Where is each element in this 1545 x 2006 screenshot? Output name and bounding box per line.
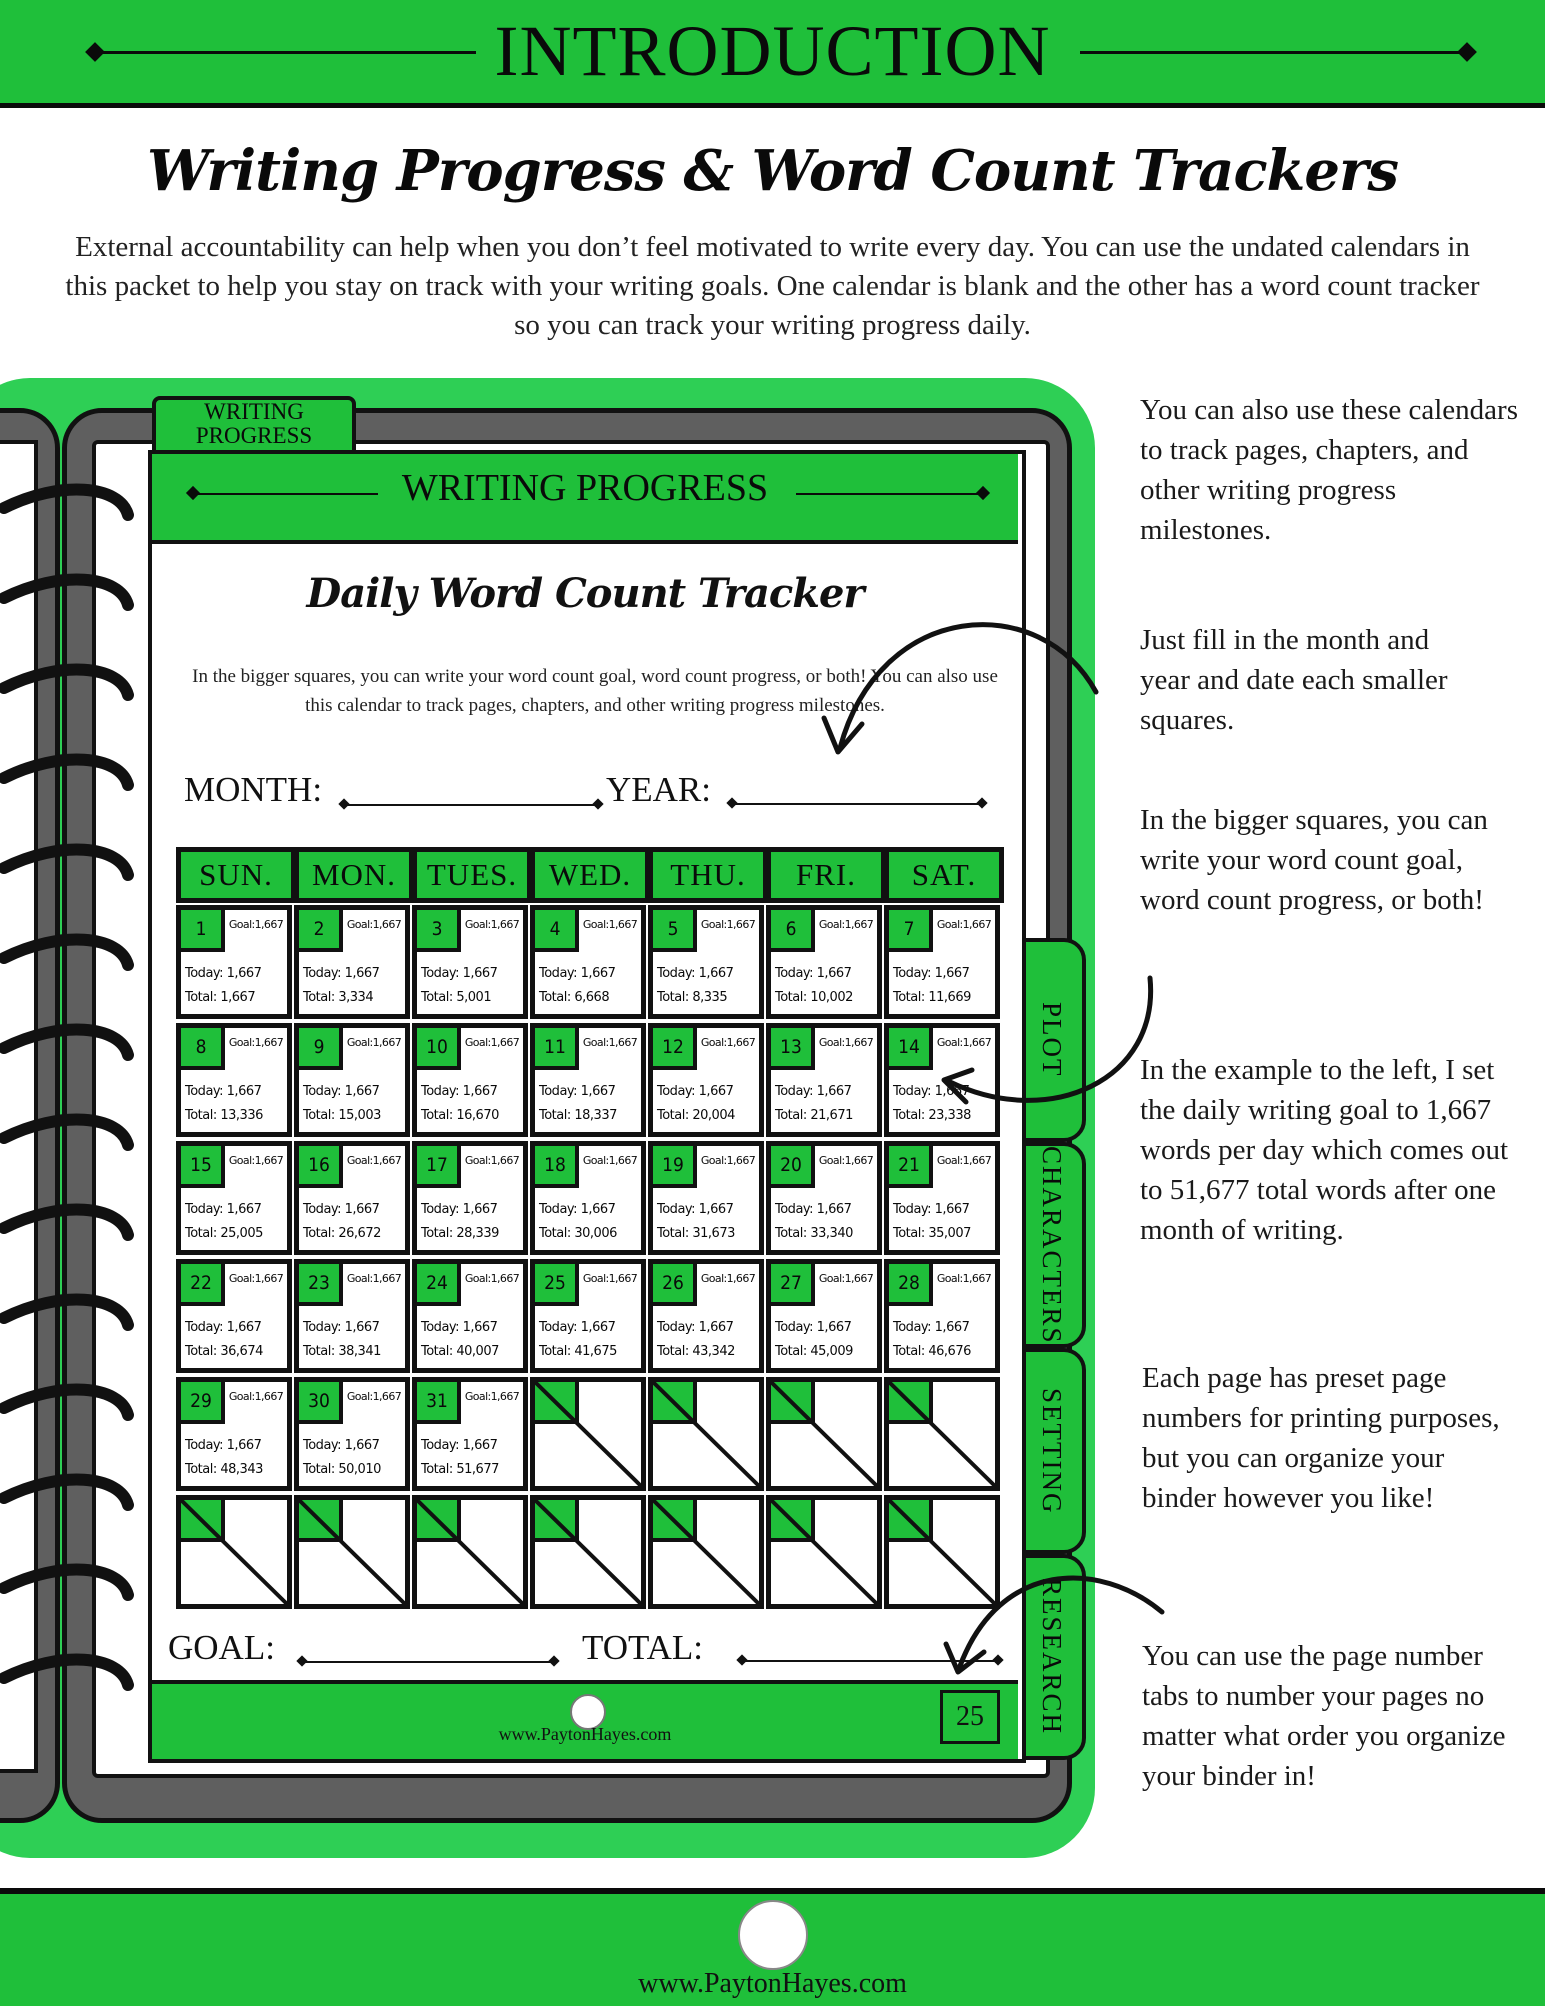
day-goal: Goal:1,667 — [346, 1390, 402, 1403]
calendar-day-cell[interactable] — [176, 1259, 292, 1373]
day-number: 18 — [535, 1146, 579, 1188]
day-number: 11 — [535, 1028, 579, 1070]
day-today: Today: 1,667 — [893, 966, 970, 981]
day-goal: Goal:1,667 — [464, 1036, 520, 1049]
day-today: Today: 1,667 — [185, 1438, 262, 1453]
day-goal: Goal:1,667 — [936, 1272, 992, 1285]
day-number: 30 — [299, 1382, 343, 1424]
calendar-day-cell[interactable] — [176, 1023, 292, 1137]
day-goal: Goal:1,667 — [228, 918, 284, 931]
day-today: Today: 1,667 — [893, 1320, 970, 1335]
calendar-empty-cell[interactable] — [530, 1495, 646, 1609]
day-today: Today: 1,667 — [303, 966, 380, 981]
day-total: Total: 11,669 — [893, 990, 971, 1005]
tracker-description: In the bigger squares, you can write your word count goal, word count progress, or both! You can also use this calendar to track pages, chapters, and other writing progress milestones. — [192, 666, 998, 716]
day-number: 9 — [299, 1028, 343, 1070]
day-goal: Goal:1,667 — [228, 1036, 284, 1049]
day-number: 27 — [771, 1264, 815, 1306]
calendar-empty-cell[interactable] — [766, 1495, 882, 1609]
spiral-ring-13 — [4, 1570, 128, 1595]
calendar-day-cell[interactable] — [648, 905, 764, 1019]
day-number: 2 — [299, 910, 343, 952]
day-goal: Goal:1,667 — [582, 1154, 638, 1167]
day-today: Today: 1,667 — [185, 1084, 262, 1099]
day-total: Total: 10,002 — [775, 990, 853, 1005]
spiral-ring-1 — [4, 490, 128, 515]
day-goal: Goal:1,667 — [818, 918, 874, 931]
day-goal: Goal:1,667 — [818, 1272, 874, 1285]
day-total: Total: 5,001 — [421, 990, 492, 1005]
empty-cell-diagonal — [417, 1500, 523, 1604]
day-today: Today: 1,667 — [775, 1202, 852, 1217]
day-header-sun: SUN. — [176, 847, 296, 903]
goal-label: GOAL: — [168, 1628, 275, 1667]
empty-cell-diagonal — [889, 1382, 995, 1486]
calendar-day-cell[interactable] — [884, 1023, 1000, 1137]
day-goal: Goal:1,667 — [346, 1272, 402, 1285]
spiral-ring-6 — [4, 940, 128, 965]
total-label: TOTAL: — [582, 1628, 703, 1667]
day-today: Today: 1,667 — [657, 966, 734, 981]
day-goal: Goal:1,667 — [582, 1036, 638, 1049]
spiral-ring-14 — [4, 1660, 128, 1685]
page-footer-url[interactable]: www.PaytonHayes.com — [498, 1724, 672, 1744]
day-goal: Goal:1,667 — [818, 1154, 874, 1167]
day-goal: Goal:1,667 — [228, 1390, 284, 1403]
day-number: 1 — [181, 910, 225, 952]
day-header-sat: SAT. — [884, 847, 1004, 903]
day-header-wed: WED. — [530, 847, 650, 903]
day-today: Today: 1,667 — [303, 1084, 380, 1099]
day-number: 26 — [653, 1264, 697, 1306]
day-total: Total: 13,336 — [185, 1108, 263, 1123]
day-total: Total: 15,003 — [303, 1108, 381, 1123]
day-total: Total: 20,004 — [657, 1108, 735, 1123]
page-header-title: WRITING PROGRESS — [401, 467, 769, 509]
calendar-day-cell[interactable] — [530, 1141, 646, 1255]
note-preset-page-numbers: Each page has preset page numbers for printing purposes, but you can organize your binder however you like! — [1142, 1362, 1500, 1514]
day-total: Total: 50,010 — [303, 1462, 381, 1477]
year-label: YEAR: — [606, 770, 711, 809]
day-number: 20 — [771, 1146, 815, 1188]
day-goal: Goal:1,667 — [346, 918, 402, 931]
day-number: 31 — [417, 1382, 461, 1424]
empty-cell-diagonal — [535, 1500, 641, 1604]
day-goal: Goal:1,667 — [936, 918, 992, 931]
calendar-day-cell[interactable] — [766, 1259, 882, 1373]
note-page-number-tabs: You can use the page number tabs to number your pages no matter what order you organize your binder in! — [1142, 1640, 1506, 1792]
day-goal: Goal:1,667 — [818, 1036, 874, 1049]
day-number: 23 — [299, 1264, 343, 1306]
day-goal: Goal:1,667 — [464, 918, 520, 931]
day-total: Total: 25,005 — [185, 1226, 263, 1241]
day-today: Today: 1,667 — [539, 1084, 616, 1099]
day-number: 17 — [417, 1146, 461, 1188]
day-number: 24 — [417, 1264, 461, 1306]
calendar-empty-cell[interactable] — [648, 1495, 764, 1609]
day-number: 3 — [417, 910, 461, 952]
day-today: Today: 1,667 — [303, 1320, 380, 1335]
calendar-day-cell[interactable] — [648, 1141, 764, 1255]
day-number: 4 — [535, 910, 579, 952]
day-goal: Goal:1,667 — [346, 1036, 402, 1049]
day-total: Total: 46,676 — [893, 1344, 971, 1359]
spiral-ring-10 — [4, 1300, 128, 1325]
calendar-day-cell[interactable] — [766, 1141, 882, 1255]
spiral-ring-11 — [4, 1390, 128, 1415]
empty-cell-diagonal — [299, 1500, 405, 1604]
day-total: Total: 36,674 — [185, 1344, 263, 1359]
day-total: Total: 26,672 — [303, 1226, 381, 1241]
day-today: Today: 1,667 — [421, 966, 498, 981]
calendar-day-cell[interactable] — [176, 1141, 292, 1255]
intro-paragraph: External accountability can help when you don’t feel motivated to write every day. You can use the undated calendars in this packet to help you stay on track with your writing goals. One calendar is blank and the other has a word count tracker so you can track your writing progress daily. — [65, 231, 1480, 341]
day-today: Today: 1,667 — [421, 1202, 498, 1217]
day-today: Today: 1,667 — [539, 966, 616, 981]
calendar-day-cell[interactable] — [412, 1023, 528, 1137]
day-today: Today: 1,667 — [421, 1438, 498, 1453]
day-today: Today: 1,667 — [657, 1320, 734, 1335]
empty-cell-diagonal — [535, 1382, 641, 1486]
day-number: 28 — [889, 1264, 933, 1306]
calendar-day-cell[interactable] — [294, 1377, 410, 1491]
calendar-day-cell[interactable] — [294, 905, 410, 1019]
calendar-day-cell[interactable] — [412, 1259, 528, 1373]
day-total: Total: 40,007 — [421, 1344, 499, 1359]
day-goal: Goal:1,667 — [346, 1154, 402, 1167]
day-today: Today: 1,667 — [539, 1320, 616, 1335]
day-goal: Goal:1,667 — [700, 1154, 756, 1167]
day-goal: Goal:1,667 — [700, 1272, 756, 1285]
day-goal: Goal:1,667 — [464, 1154, 520, 1167]
calendar-empty-cell[interactable] — [294, 1495, 410, 1609]
day-today: Today: 1,667 — [775, 1320, 852, 1335]
month-line[interactable] — [344, 804, 600, 806]
day-total: Total: 23,338 — [893, 1108, 971, 1123]
day-today: Today: 1,667 — [421, 1320, 498, 1335]
footer-url[interactable]: www.PaytonHayes.com — [638, 1968, 907, 1999]
day-today: Today: 1,667 — [657, 1084, 734, 1099]
empty-cell-diagonal — [889, 1500, 995, 1604]
calendar-day-cell[interactable] — [412, 1377, 528, 1491]
year-line[interactable] — [732, 803, 984, 805]
calendar-empty-cell[interactable] — [884, 1377, 1000, 1491]
day-total: Total: 45,009 — [775, 1344, 853, 1359]
spiral-binding — [0, 460, 150, 1780]
side-tab-label: CHARACTERS — [1037, 1146, 1067, 1345]
day-number: 15 — [181, 1146, 225, 1188]
day-number: 29 — [181, 1382, 225, 1424]
day-number: 13 — [771, 1028, 815, 1070]
day-number: 12 — [653, 1028, 697, 1070]
banner-title: INTRODUCTION — [494, 11, 1051, 91]
calendar-day-cell[interactable] — [766, 1023, 882, 1137]
day-today: Today: 1,667 — [185, 1320, 262, 1335]
day-total: Total: 43,342 — [657, 1344, 735, 1359]
day-total: Total: 33,340 — [775, 1226, 853, 1241]
calendar-day-cell[interactable] — [294, 1023, 410, 1137]
calendar-empty-cell[interactable] — [766, 1377, 882, 1491]
day-goal: Goal:1,667 — [228, 1154, 284, 1167]
goal-line[interactable] — [302, 1661, 554, 1663]
calendar-day-cell[interactable] — [294, 1141, 410, 1255]
note-example-goal: In the example to the left, I set the daily writing goal to 1,667 words per day which comes out to 51,677 total words after one month of writing. — [1140, 1054, 1509, 1246]
calendar-day-cell[interactable] — [530, 905, 646, 1019]
day-number: 16 — [299, 1146, 343, 1188]
page-heading: Writing Progress & Word Count Trackers — [146, 138, 1398, 204]
day-goal: Goal:1,667 — [936, 1154, 992, 1167]
calendar-empty-cell[interactable] — [530, 1377, 646, 1491]
calendar-day-cell[interactable] — [884, 1259, 1000, 1373]
calendar-empty-cell[interactable] — [648, 1377, 764, 1491]
spiral-ring-5 — [4, 850, 128, 875]
spiral-ring-7 — [4, 1030, 128, 1055]
day-total: Total: 51,677 — [421, 1462, 499, 1477]
day-goal: Goal:1,667 — [582, 1272, 638, 1285]
day-total: Total: 21,671 — [775, 1108, 853, 1123]
calendar-day-cell[interactable] — [648, 1259, 764, 1373]
spiral-ring-3 — [4, 670, 128, 695]
day-today: Today: 1,667 — [657, 1202, 734, 1217]
calendar-day-cell[interactable] — [884, 1141, 1000, 1255]
month-label: MONTH: — [184, 770, 323, 809]
page-number-box: 25 — [940, 1690, 1000, 1744]
spiral-ring-2 — [4, 580, 128, 605]
day-today: Today: 1,667 — [303, 1202, 380, 1217]
day-goal: Goal:1,667 — [700, 918, 756, 931]
empty-cell-diagonal — [653, 1382, 759, 1486]
day-number: 14 — [889, 1028, 933, 1070]
side-tab-label: PLOT — [1037, 1002, 1067, 1078]
calendar-day-cell[interactable] — [412, 1141, 528, 1255]
day-total: Total: 30,006 — [539, 1226, 617, 1241]
tracker-title: Daily Word Count Tracker — [306, 570, 864, 617]
day-total: Total: 48,343 — [185, 1462, 263, 1477]
day-total: Total: 6,668 — [539, 990, 610, 1005]
calendar-empty-cell[interactable] — [884, 1495, 1000, 1609]
calendar-day-cell[interactable] — [294, 1259, 410, 1373]
note-bigger-squares: In the bigger squares, you can write your word count goal, word count progress, or both! — [1140, 804, 1488, 916]
day-header-fri: FRI. — [766, 847, 886, 903]
calendar-empty-cell[interactable] — [412, 1495, 528, 1609]
day-goal: Goal:1,667 — [936, 1036, 992, 1049]
side-tab-label: RESEARCH — [1037, 1578, 1067, 1736]
day-today: Today: 1,667 — [185, 966, 262, 981]
day-number: 7 — [889, 910, 933, 952]
spiral-ring-12 — [4, 1480, 128, 1505]
day-today: Today: 1,667 — [421, 1084, 498, 1099]
spiral-ring-8 — [4, 1120, 128, 1145]
day-total: Total: 41,675 — [539, 1344, 617, 1359]
calendar-day-cell[interactable] — [176, 1377, 292, 1491]
day-number: 21 — [889, 1146, 933, 1188]
day-today: Today: 1,667 — [893, 1202, 970, 1217]
day-header-tue: TUES. — [412, 847, 532, 903]
day-total: Total: 28,339 — [421, 1226, 499, 1241]
empty-cell-diagonal — [771, 1382, 877, 1486]
day-number: 8 — [181, 1028, 225, 1070]
page-tab-label: WRITING PROGRESS — [195, 399, 313, 448]
calendar-day-cell[interactable] — [766, 905, 882, 1019]
day-today: Today: 1,667 — [539, 1202, 616, 1217]
calendar-day-cell[interactable] — [412, 905, 528, 1019]
day-total: Total: 38,341 — [303, 1344, 381, 1359]
day-number: 19 — [653, 1146, 697, 1188]
spiral-ring-9 — [4, 1210, 128, 1235]
day-goal: Goal:1,667 — [464, 1390, 520, 1403]
day-total: Total: 16,670 — [421, 1108, 499, 1123]
calendar-day-cell[interactable] — [884, 905, 1000, 1019]
day-total: Total: 18,337 — [539, 1108, 617, 1123]
day-number: 6 — [771, 910, 815, 952]
side-tab-label: SETTING — [1037, 1387, 1067, 1515]
empty-cell-diagonal — [771, 1500, 877, 1604]
day-goal: Goal:1,667 — [582, 918, 638, 931]
day-number: 22 — [181, 1264, 225, 1306]
calendar-day-cell[interactable] — [530, 1259, 646, 1373]
day-today: Today: 1,667 — [893, 1084, 970, 1099]
spiral-ring-4 — [4, 760, 128, 785]
day-header-thu: THU. — [648, 847, 768, 903]
day-total: Total: 8,335 — [657, 990, 728, 1005]
day-goal: Goal:1,667 — [228, 1272, 284, 1285]
calendar-day-cell[interactable] — [176, 905, 292, 1019]
brand-logo — [738, 1900, 808, 1970]
empty-cell-diagonal — [181, 1500, 287, 1604]
day-goal: Goal:1,667 — [700, 1036, 756, 1049]
day-total: Total: 1,667 — [185, 990, 256, 1005]
day-number: 25 — [535, 1264, 579, 1306]
day-today: Today: 1,667 — [185, 1202, 262, 1217]
day-total: Total: 3,334 — [303, 990, 374, 1005]
day-number: 5 — [653, 910, 697, 952]
day-today: Today: 1,667 — [303, 1438, 380, 1453]
day-today: Today: 1,667 — [775, 1084, 852, 1099]
empty-cell-diagonal — [653, 1500, 759, 1604]
note-track-milestones: You can also use these calendars to track pages, chapters, and other writing progress milestones. — [1140, 394, 1518, 546]
calendar-day-cell[interactable] — [648, 1023, 764, 1137]
calendar-day-cell[interactable] — [530, 1023, 646, 1137]
day-total: Total: 31,673 — [657, 1226, 735, 1241]
total-line[interactable] — [742, 1660, 998, 1662]
day-goal: Goal:1,667 — [464, 1272, 520, 1285]
day-total: Total: 35,007 — [893, 1226, 971, 1241]
calendar-empty-cell[interactable] — [176, 1495, 292, 1609]
note-fill-month-year: Just fill in the month and year and date each smaller squares. — [1140, 624, 1448, 736]
day-header-mon: MON. — [294, 847, 414, 903]
day-today: Today: 1,667 — [775, 966, 852, 981]
day-number: 10 — [417, 1028, 461, 1070]
